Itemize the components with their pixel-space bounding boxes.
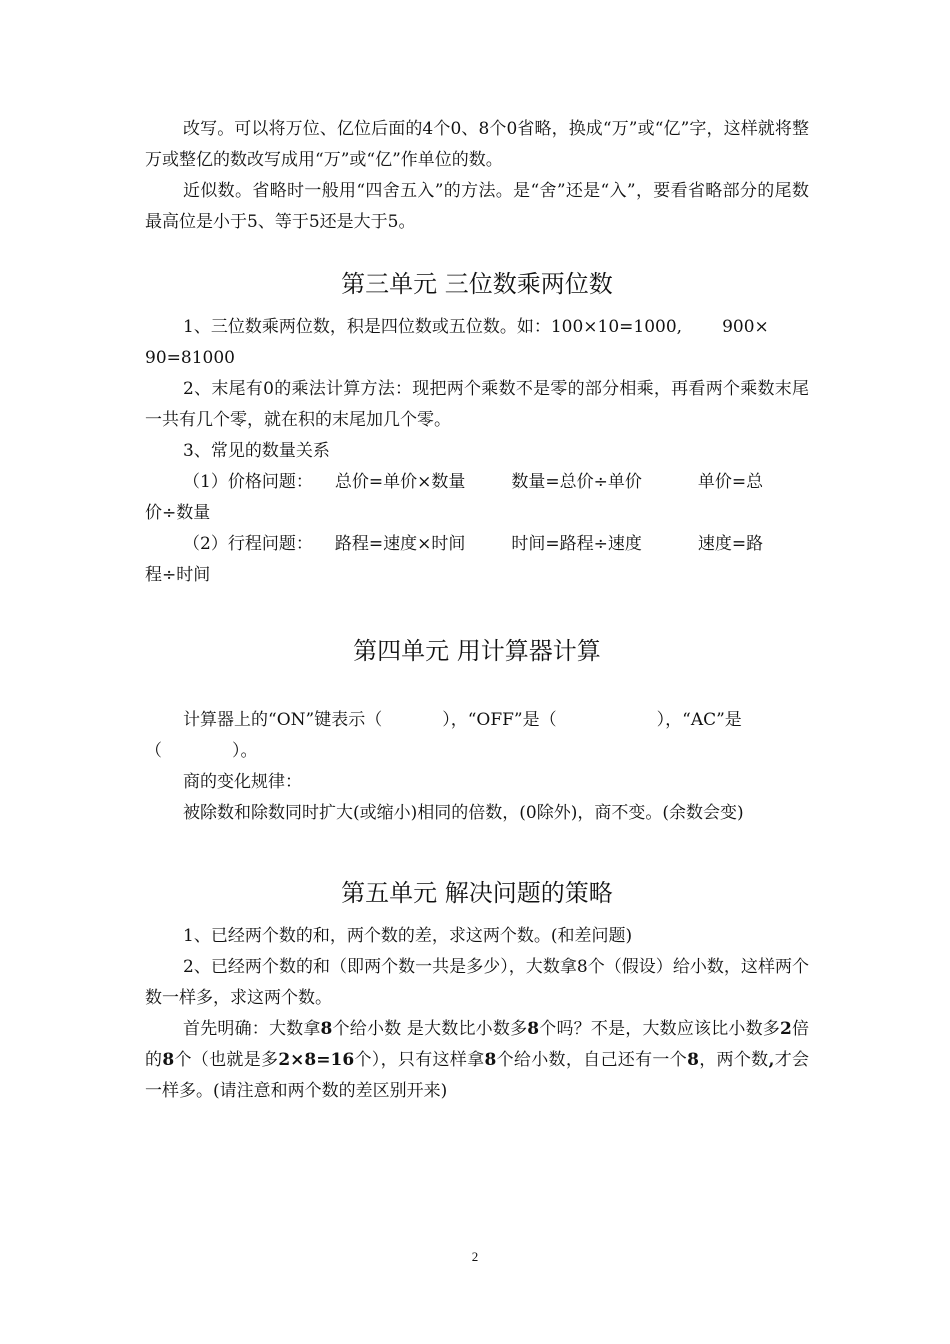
unit3-item1: 1、三位数乘两位数，积是四位数或五位数。如：100×10=1000, 900× — [183, 317, 769, 337]
unit4-heading: 第四单元 用计算器计算 — [353, 637, 601, 665]
quotient-rule-title: 商的变化规律： — [183, 772, 302, 792]
unit3-heading: 第三单元 三位数乘两位数 — [341, 270, 613, 298]
quotient-rule-text: 被除数和除数同时扩大(或缩小)相同的倍数，(0除外)，商不变。(余数会变) — [183, 803, 744, 823]
page-number: 2 — [471, 1249, 479, 1264]
page-content — [145, 114, 809, 1107]
travel-relations-cont: 程÷时间 — [145, 565, 211, 585]
price-relations-cont: 价÷数量 — [145, 503, 211, 523]
unit5-heading: 第五单元 解决问题的策略 — [341, 879, 613, 907]
unit5-note: 首先明确：大数拿8个给小数 是大数比小数多8个吗？不是，大数应该比小数多2倍的8个（也就是多2×8=16个），只有这样拿8个给小数，自己还有一个8，两个数,才会一样多。(请注意和两个数的差区别开来) — [145, 1019, 810, 1101]
unit3-item3: 3、常见的数量关系 — [183, 441, 330, 461]
unit3-item1-cont: 90=81000 — [145, 348, 235, 368]
calculator-keys-cont: （ ）。 — [145, 741, 258, 761]
paragraph-approximation: 近似数。省略时一般用“四舍五入”的方法。是“舍”还是“入”，要看省略部分的尾数最高位是小于5、等于5还是大于5。 — [145, 181, 809, 232]
unit3-item2: 2、末尾有0的乘法计算方法：现把两个乘数不是零的部分相乘，再看两个乘数末尾一共有几个零，就在积的末尾加几个零。 — [145, 379, 809, 430]
travel-relations: （2）行程问题： 路程=速度×时间 时间=路程÷速度 速度=路 — [183, 534, 764, 554]
unit5-item2: 2、已经两个数的和（即两个数一共是多少），大数拿8个（假设）给小数，这样两个数一样多，求这两个数。 — [145, 957, 809, 1008]
unit5-item1: 1、已经两个数的和，两个数的差，求这两个数。(和差问题) — [183, 926, 633, 946]
calculator-keys: 计算器上的“ON”键表示（ ），“OFF”是（ ），“AC”是 — [183, 710, 742, 730]
price-relations: （1）价格问题： 总价=单价×数量 数量=总价÷单价 单价=总 — [183, 472, 764, 492]
paragraph-rewrite: 改写。可以将万位、亿位后面的4个0、8个0省略，换成“万”或“亿”字，这样就将整万或整亿的数改写成用“万”或“亿”作单位的数。 — [145, 119, 809, 170]
